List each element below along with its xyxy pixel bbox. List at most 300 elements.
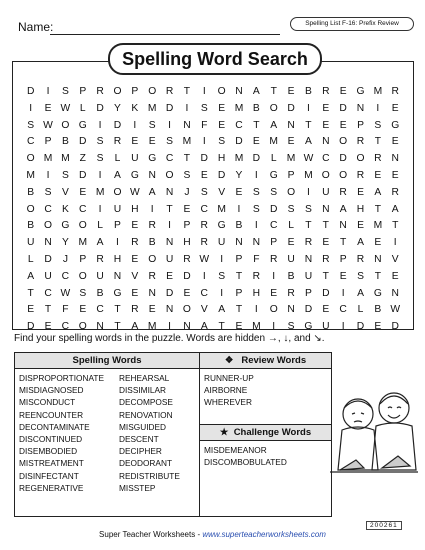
grid-row <box>22 101 404 118</box>
grid-letter: D <box>26 321 35 333</box>
grid-letter: N <box>44 237 52 249</box>
grid-letter: G <box>61 220 70 232</box>
grid-letter: E <box>131 287 139 299</box>
grid-letter: R <box>131 237 139 249</box>
grid-letter: P <box>114 220 121 232</box>
grid-letter: M <box>217 203 226 215</box>
grid-letter: K <box>131 102 139 114</box>
grid-row <box>22 235 404 252</box>
grid-letter: D <box>96 102 104 114</box>
grid-letter: O <box>113 186 122 198</box>
grid-letter: E <box>79 304 87 316</box>
grid-letter: W <box>199 253 210 265</box>
review-words-header: ❖ Review Words <box>200 353 331 369</box>
grid-letter: E <box>339 119 347 131</box>
grid-letter: A <box>374 186 382 198</box>
grid-letter: S <box>270 186 278 198</box>
grid-letter: N <box>165 304 174 316</box>
grid-letter: L <box>357 304 364 316</box>
grid-letter: S <box>27 119 35 131</box>
grid-letter: U <box>96 270 104 282</box>
grid-letter: P <box>287 169 295 181</box>
star-icon: ★ <box>219 427 229 438</box>
grid-letter: D <box>339 153 347 165</box>
grid-letter: E <box>322 304 330 316</box>
grid-letter: I <box>29 102 33 114</box>
grid-letter: R <box>200 220 208 232</box>
grid-letter: R <box>356 169 365 181</box>
grid-letter: W <box>390 304 401 316</box>
grid-letter: I <box>220 287 224 299</box>
grid-letter: R <box>304 237 313 249</box>
grid-letter: I <box>306 102 310 114</box>
grid-letter: D <box>200 153 208 165</box>
grid-letter: I <box>254 169 258 181</box>
grid-letter: D <box>252 153 261 165</box>
grid-letter: C <box>44 287 52 299</box>
grid-letter: D <box>287 102 295 114</box>
grid-letter: T <box>305 220 312 232</box>
grid-letter: G <box>304 321 313 333</box>
grid-letter: M <box>43 153 53 165</box>
grid-letter: M <box>373 86 383 97</box>
grid-letter: D <box>304 304 313 316</box>
grid-letter: A <box>357 237 364 249</box>
page-title: Spelling Word Search <box>108 43 322 75</box>
grid-letter: P <box>79 86 87 97</box>
grid-letter: U <box>26 237 35 249</box>
grid-letter: I <box>133 119 137 131</box>
grid-letter: A <box>270 119 278 131</box>
list-tag: Spelling List F-16: Prefix Review <box>290 17 414 31</box>
grid-letter: H <box>131 203 139 215</box>
grid-letter: N <box>322 203 330 215</box>
word-item: MISSTEP <box>119 482 156 493</box>
grid-letter: U <box>287 253 295 265</box>
grid-letter: P <box>44 136 52 148</box>
grid-letter: N <box>391 153 399 165</box>
grid-letter: B <box>96 287 104 299</box>
grid-letter: E <box>357 186 364 198</box>
grid-letter: W <box>60 287 71 299</box>
grid-letter: S <box>79 287 87 299</box>
word-item: MISCONDUCT <box>19 397 76 408</box>
grid-letter: R <box>391 86 399 97</box>
grid-letter: R <box>148 220 156 232</box>
grid-letter: R <box>339 186 347 198</box>
grid-letter: E <box>27 304 35 316</box>
grid-letter: O <box>26 153 35 165</box>
grid-letter: S <box>357 270 364 282</box>
word-item: DISCOMBOBULATED <box>204 457 287 468</box>
grid-letter: O <box>113 86 122 97</box>
diamond-icon: ❖ <box>224 355 234 366</box>
word-item: REHEARSAL <box>119 373 170 383</box>
grid-letter: A <box>357 287 364 299</box>
grid-letter: P <box>79 253 87 265</box>
grid-letter: C <box>26 136 35 148</box>
grid-letter: D <box>79 169 87 181</box>
grid-letter: E <box>374 237 382 249</box>
grid-letter: E <box>166 270 173 282</box>
grid-letter: L <box>288 220 294 232</box>
grid-letter: E <box>374 321 382 333</box>
word-item: DISPROPORTIONATE <box>19 373 104 383</box>
grid-letter: I <box>202 86 206 97</box>
grid-letter: E <box>183 287 191 299</box>
grid-letter: M <box>26 169 35 181</box>
grid-letter: E <box>322 102 330 114</box>
grid-letter: R <box>269 253 278 265</box>
grid-letter: E <box>200 169 208 181</box>
grid-letter: W <box>303 153 314 165</box>
word-item: DISCONTINUED <box>19 434 83 445</box>
word-item: DISINFECTANT <box>19 470 79 481</box>
grid-letter: T <box>218 321 225 333</box>
grid-letter: S <box>96 153 104 165</box>
grid-letter: C <box>96 304 104 316</box>
grid-letter: R <box>96 253 104 265</box>
grid-letter: M <box>304 169 313 181</box>
grid-letter: C <box>200 203 208 215</box>
grid-letter: E <box>131 253 139 265</box>
grid-letter: O <box>44 220 53 232</box>
grid-row <box>22 269 404 286</box>
grid-letter: B <box>61 136 69 148</box>
grid-letter: E <box>270 287 278 299</box>
review-list <box>200 369 331 424</box>
word-item: DESCENT <box>119 434 159 445</box>
grid-letter: I <box>150 203 154 215</box>
name-label: Name: <box>18 20 54 34</box>
grid-letter: H <box>113 253 122 265</box>
grid-letter: N <box>183 321 191 333</box>
grid-letter: D <box>44 253 52 265</box>
name-line[interactable] <box>50 34 280 35</box>
grid-letter: Z <box>79 153 86 165</box>
grid-letter: E <box>235 186 243 198</box>
grid-letter: E <box>391 270 399 282</box>
grid-letter: D <box>26 86 35 97</box>
grid-letter: E <box>183 203 191 215</box>
children-eating-cake-illustration <box>330 372 418 492</box>
grid-letter: T <box>183 86 191 97</box>
grid-letter: N <box>148 169 156 181</box>
challenge-words-header: ★ Challenge Words <box>200 424 331 441</box>
grid-letter: S <box>252 186 260 198</box>
grid-letter: C <box>79 203 87 215</box>
grid-letter: M <box>182 136 192 148</box>
grid-letter: T <box>374 270 382 282</box>
grid-letter: S <box>148 119 156 131</box>
grid-letter: I <box>306 186 310 198</box>
grid-letter: M <box>78 237 88 249</box>
word-item: MISGUIDED <box>119 421 167 432</box>
grid-letter: I <box>116 237 119 249</box>
grid-letter: A <box>391 203 399 215</box>
grid-letter: C <box>165 153 174 165</box>
grid-letter: N <box>252 237 261 249</box>
grid-letter: O <box>287 186 296 198</box>
grid-letter: O <box>339 136 348 148</box>
grid-letter: S <box>200 102 208 114</box>
grid-letter: C <box>61 321 70 333</box>
grid-letter: P <box>183 220 191 232</box>
grid-letter: O <box>148 86 157 97</box>
grid-letter: N <box>113 270 122 282</box>
grid-letter: T <box>340 237 347 249</box>
grid-letter: D <box>269 203 278 215</box>
grid-letter: E <box>287 237 295 249</box>
grid-letter: C <box>200 287 208 299</box>
grid-letter: R <box>113 136 122 148</box>
word-item: REGENERATIVE <box>19 482 84 493</box>
grid-letter: F <box>62 304 69 316</box>
grid-letter: T <box>374 136 382 148</box>
word-item: DEODORANT <box>119 458 173 469</box>
grid-row <box>22 218 404 235</box>
grid-letter: I <box>202 136 206 148</box>
grid-letter: N <box>235 86 243 97</box>
grid-row <box>22 134 404 151</box>
grid-letter: L <box>114 153 121 165</box>
grid-letter: T <box>253 119 260 131</box>
grid-letter: N <box>287 304 295 316</box>
grid-letter: E <box>391 169 399 181</box>
grid-letter: D <box>113 119 122 131</box>
grid-letter: D <box>165 287 174 299</box>
grid-letter: I <box>341 287 345 299</box>
grid-letter: M <box>147 321 157 333</box>
grid-letter: D <box>339 102 347 114</box>
word-item: RUNNER-UP <box>204 373 254 383</box>
grid-letter: S <box>287 203 295 215</box>
grid-letter: E <box>374 169 382 181</box>
review-challenge-panel <box>200 353 331 516</box>
grid-letter: E <box>148 136 156 148</box>
grid-letter: O <box>269 102 278 114</box>
grid-letter: C <box>61 270 70 282</box>
grid-letter: C <box>44 203 52 215</box>
grid-letter: E <box>44 321 52 333</box>
grid-letter: G <box>269 169 278 181</box>
grid-letter: E <box>79 186 87 198</box>
word-item: MISTREATMENT <box>19 458 84 469</box>
grid-letter: E <box>287 136 295 148</box>
grid-letter: T <box>374 203 382 215</box>
grid-letter: R <box>183 253 191 265</box>
grid-letter: H <box>356 203 365 215</box>
grid-letter: E <box>131 220 139 232</box>
grid-letter: K <box>61 203 69 215</box>
grid-letter: T <box>392 220 399 232</box>
grid-letter: I <box>168 119 171 131</box>
grid-letter: I <box>254 220 258 232</box>
grid-letter: E <box>322 119 330 131</box>
grid-letter: S <box>96 136 104 148</box>
grid-letter: I <box>202 270 206 282</box>
grid-letter: S <box>61 86 69 97</box>
grid-letter: P <box>235 287 243 299</box>
grid-letter: O <box>78 321 87 333</box>
grid-letter: N <box>304 253 313 265</box>
grid-letter: R <box>374 153 382 165</box>
word-lists-box <box>14 352 332 517</box>
grid-letter: S <box>218 270 226 282</box>
word-item: DECOMPOSE <box>119 397 173 408</box>
grid-letter: U <box>131 153 139 165</box>
grid-letter: N <box>165 237 174 249</box>
grid-letter: O <box>26 203 35 215</box>
grid-letter: O <box>356 153 365 165</box>
grid-letter: R <box>252 270 261 282</box>
grid-letter: E <box>218 119 226 131</box>
grid-letter: O <box>78 270 87 282</box>
grid-letter: A <box>131 321 139 333</box>
grid-letter: O <box>217 86 226 97</box>
grid-letter: C <box>322 153 330 165</box>
grid-letter: N <box>148 287 156 299</box>
grid-letter: R <box>165 86 174 97</box>
grid-letter: R <box>131 304 139 316</box>
worksheet-code: 200261 <box>366 521 402 530</box>
grid-letter: N <box>96 321 104 333</box>
grid-letter: E <box>44 102 52 114</box>
grid-letter: U <box>322 321 330 333</box>
grid-letter: Y <box>114 102 121 114</box>
footer-link[interactable]: www.superteacherworksheets.com <box>202 530 326 539</box>
grid-letter: R <box>391 186 399 198</box>
grid-letter: U <box>217 237 226 249</box>
grid-letter: G <box>391 119 400 131</box>
grid-letter: E <box>391 136 399 148</box>
grid-letter: T <box>27 287 34 299</box>
grid-letter: E <box>339 270 347 282</box>
grid-letter: N <box>391 287 399 299</box>
grid-letter: P <box>357 119 364 131</box>
grid-letter: D <box>391 321 399 333</box>
grid-letter: I <box>220 253 224 265</box>
grid-letter: H <box>183 237 191 249</box>
grid-letter: W <box>129 186 140 198</box>
grid-letter: D <box>356 321 365 333</box>
grid-letter: A <box>114 169 121 181</box>
grid-letter: R <box>322 253 330 265</box>
grid-letter: E <box>391 102 399 114</box>
grid-letter: S <box>61 169 69 181</box>
grid-letter: U <box>44 270 52 282</box>
spelling-words-header: Spelling Words <box>15 353 199 369</box>
grid-letter: T <box>322 220 329 232</box>
grid-letter: I <box>98 203 102 215</box>
grid-letter: I <box>46 86 50 97</box>
grid-letter: R <box>96 86 104 97</box>
word-search-grid <box>22 84 404 336</box>
grid-letter: G <box>78 119 87 131</box>
grid-row <box>22 302 404 319</box>
grid-letter: U <box>113 203 122 215</box>
grid-letter: C <box>339 304 347 316</box>
grid-letter: D <box>235 136 243 148</box>
grid-letter: V <box>200 304 208 316</box>
grid-letter: I <box>341 321 345 333</box>
grid-letter: D <box>217 169 226 181</box>
grid-letter: E <box>322 237 330 249</box>
grid-letter: B <box>374 304 382 316</box>
grid-letter: S <box>287 321 295 333</box>
grid-letter: T <box>114 321 121 333</box>
grid-letter: V <box>61 186 69 198</box>
grid-letter: F <box>253 253 260 265</box>
grid-letter: N <box>183 119 191 131</box>
grid-letter: E <box>218 102 226 114</box>
grid-letter: P <box>304 287 312 299</box>
grid-letter: N <box>235 237 243 249</box>
grid-letter: S <box>166 136 173 148</box>
grid-letter: O <box>165 169 174 181</box>
grid-letter: B <box>235 220 243 232</box>
grid-letter: T <box>183 153 191 165</box>
grid-letter: N <box>356 102 365 114</box>
grid-letter: T <box>166 203 173 215</box>
grid-letter: E <box>339 86 347 97</box>
grid-letter: Y <box>61 237 69 249</box>
grid-row <box>22 185 404 202</box>
grid-letter: D <box>165 102 174 114</box>
grid-letter: T <box>270 86 277 97</box>
grid-letter: A <box>339 203 347 215</box>
grid-letter: L <box>97 220 103 232</box>
grid-letter: A <box>304 136 312 148</box>
grid-letter: S <box>44 186 52 198</box>
challenge-list <box>200 441 331 468</box>
grid-letter: O <box>148 253 157 265</box>
grid-letter: A <box>200 321 208 333</box>
instructions: Find your spelling words in the puzzle. Words are hidden →, ↓, and ↘. <box>14 333 325 344</box>
grid-row <box>22 84 404 101</box>
grid-letter: I <box>168 321 171 333</box>
grid-letter: T <box>305 119 312 131</box>
word-item: WHEREVER <box>204 397 252 408</box>
grid-letter: T <box>44 304 52 316</box>
grid-letter: A <box>148 186 156 198</box>
grid-letter: V <box>391 253 399 265</box>
grid-letter: M <box>373 220 383 232</box>
grid-letter: B <box>27 186 35 198</box>
grid-letter: R <box>356 253 365 265</box>
word-item: MISDEMEANOR <box>204 445 267 455</box>
grid-row <box>22 286 404 303</box>
grid-letter: E <box>148 304 156 316</box>
grid-letter: M <box>269 136 278 148</box>
grid-letter: G <box>356 86 365 97</box>
grid-letter: L <box>270 153 277 165</box>
grid-letter: I <box>254 304 258 316</box>
grid-letter: N <box>374 253 382 265</box>
grid-letter: A <box>27 270 35 282</box>
grid-row <box>22 168 404 185</box>
word-item: DECIPHER <box>119 446 162 457</box>
grid-letter: P <box>131 86 139 97</box>
grid-letter: S <box>252 203 260 215</box>
grid-letter: M <box>147 102 157 114</box>
grid-letter: I <box>376 102 380 114</box>
grid-letter: U <box>165 253 174 265</box>
grid-letter: D <box>183 270 191 282</box>
grid-letter: O <box>321 169 330 181</box>
word-item: REENCOUNTER <box>19 409 84 420</box>
grid-letter: P <box>270 237 278 249</box>
